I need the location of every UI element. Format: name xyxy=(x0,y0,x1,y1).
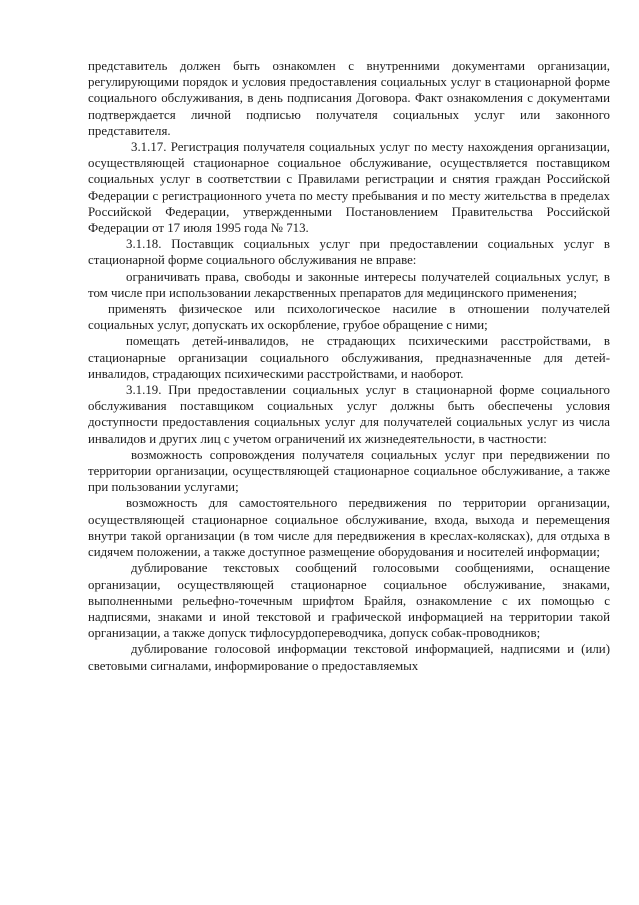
paragraph-3-1-18-prohibitions: 3.1.18. Поставщик социальных услуг при предоставлении социальных услуг в стационарной форме социального обслуживания не вправе: xyxy=(88,237,610,268)
list-item-text-duplication: дублирование текстовых сообщений голосовыми сообщениями, оснащение организации, осуществляющей стационарное социальное обслуживание, знаками, выполненными рельефно-точечным шрифтом Брайля, ознакомление с их помощью с надписями, знаками и иной текстовой и графической информацией на территории такой организации, а также допуск тифлосурдопереводчика, допуск собак-проводников; xyxy=(88,561,610,641)
list-item-escort: возможность сопровождения получателя социальных услуг при передвижении по территории организации, осуществляющей стационарное социальное обслуживание, а также при пользовании услугами; xyxy=(88,447,610,495)
paragraph-3-1-17-registration: 3.1.17. Регистрация получателя социальных услуг по месту нахождения организации, осуществляющей стационарное социальное обслуживание, осуществляется поставщиком социальных услуг в соответствии с Правилами регистрации и снятия граждан Российской Федерации с регистрационного учета по месту пребывания и по месту жительства в пределах Российской Федерации, утвержденными Постановлением Правительства Российской Федерации от 17 июля 1995 года № 713. xyxy=(88,140,610,236)
list-item-placement: помещать детей-инвалидов, не страдающих психическими расстройствами, в стационарные организации социального обслуживания, предназначенные для детей-инвалидов, страдающих психическими расстройствами, и наоборот. xyxy=(88,334,610,381)
list-item-violence: применять физическое или психологическое насилие в отношении получателей социальных услуг, допускать их оскорбление, грубое обращение с ними; xyxy=(88,302,610,333)
document-page xyxy=(88,58,610,674)
paragraph-document-familiarization: представитель должен быть ознакомлен с внутренними документами организации, регулирующими порядок и условия предоставления социальных услуг в стационарной форме социального обслуживания, в день подписания Договора. Факт ознакомления с документами подтверждается личной подписью получателя социальных услуг или законного представителя. xyxy=(88,59,610,138)
paragraph-3-1-19-accessibility: 3.1.19. При предоставлении социальных услуг в стационарной форме социального обслуживания поставщиком социальных услуг должны быть обеспечены условия доступности предоставления социальных услуг для получателей социальных услуг из числа инвалидов и других лиц с учетом ограничений их жизнедеятельности, в частности: xyxy=(88,383,610,446)
list-item-movement: возможность для самостоятельного передвижения по территории организации, осуществляющей стационарное социальное обслуживание, входа, выхода и перемещения внутри такой организации (в том числе для передвижения в креслах-колясках), для отдыха в сидячем положении, а также доступное размещение оборудования и носителей информации; xyxy=(88,496,610,560)
list-item-voice-duplication: дублирование голосовой информации текстовой информацией, надписями и (или) световыми сигналами, информирование о предоставляемых xyxy=(88,642,610,673)
list-item-restrict-rights: ограничивать права, свободы и законные интересы получателей социальных услуг, в том числе при использовании лекарственных препаратов для медицинского применения; xyxy=(88,269,610,300)
